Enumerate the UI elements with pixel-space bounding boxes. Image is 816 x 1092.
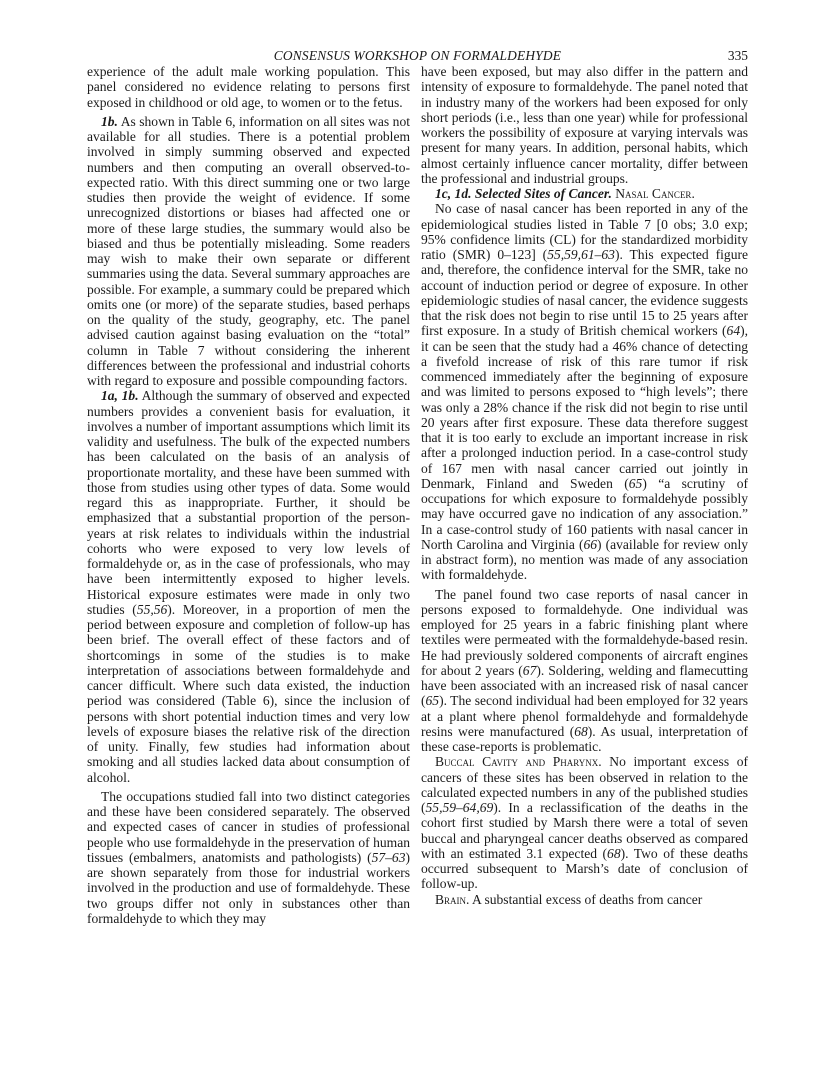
paragraph <box>421 892 748 907</box>
citation: 57–63 <box>371 849 406 865</box>
body-text: The occupations studied fall into two distinct categories and these have been considered separately. The observed and expected cases of cancer in studies of professional people who use formaldehyde in the preservation of human tissues (embalmers, anatomists and pathologists) ( <box>87 788 410 865</box>
body-text: ). As usual, interpretation of these case-reports is problematic. <box>421 723 748 754</box>
citation: 64 <box>726 323 741 339</box>
paragraph <box>87 114 410 389</box>
body-text: ). Moreover, in a proportion of men the period between exposure and completion of follow-up has been brief. The overall effect of these factors and of shortcomings in some of the studies is to make interpretation of associations between formaldehyde and cancer difficult. Where such data existed, the induction period was considered (Table 6), since the inclusion of persons with short potential induction times and very low levels of exposure biases the relative risk of the direction of unity. Finally, few studies had information about smoking and all studies lacked data about consumption of alcohol. <box>87 601 410 785</box>
section-heading: 1c, 1d. Selected Sites of Cancer. <box>435 186 612 201</box>
citation: 68 <box>607 845 621 861</box>
body-text: A substantial excess of deaths from cancer <box>469 891 703 907</box>
section-heading: Buccal Cavity and Pharynx. <box>435 754 602 770</box>
body-text: experience of the adult male working population. This panel considered no evidence relating to persons first exposed in childhood or old age, to women or to the fetus. <box>87 64 410 110</box>
citation: 66 <box>583 536 598 552</box>
body-text: Although the summary of observed and expected numbers provides a convenient basis for evaluation, it involves a number of important assumptions which limit its validity and usefulness. The bulk of the expected numbers has been calculated on the basis of an analysis of proportionate mortality, and these have been summed with those from studies using other types of data. Some would regard this as inappropriate. Further, it should be emphasized that a substantial proportion of the person-years at risk relates to individuals within the industrial cohorts who were exposed to very low levels of formaldehyde or, as in the case of professionals, who may have been intermittently exposed to higher levels. Historical exposure estimates were made in only two studies ( <box>87 388 410 617</box>
paragraph <box>421 587 748 755</box>
body-text: ). Soldering, welding and flamecutting have been associated with an increased risk of nasal cancer ( <box>421 662 748 709</box>
section-heading: Nasal Cancer. <box>611 186 695 201</box>
citation: 65 <box>425 693 440 709</box>
body-text: ). In a reclassification of the deaths in the cohort first studied by Marsh there were a total of seven buccal and pharyngeal cancer deaths observed as compared with an estimated 3.1 expected ( <box>421 800 748 861</box>
body-text: As shown in Table 6, information on all sites was not available for all studies. There is a potential problem involved in simply summing observed and expected numbers and then computing an overall observed-to-expected ratio. With this direct summing one or two large studies then provide the weight of evidence. If some unrecognized distortions or biases had affected one or more of these large studies, the summary would also be biased and thus be potentially misleading. Some readers may wish to make their own separate or different summaries using the data. Several summary approaches are possible. For example, a summary could be prepared which omits one (or more) of the separate studies, based perhaps on the quality of the study, geography, etc. The panel advised caution against basing evaluation on the “total” column in Table 7 without considering the inherent differences between the professional and industrial cohorts with regard to exposure and possible compounding factors. <box>87 113 410 388</box>
section-heading: 1a, 1b. <box>101 388 139 404</box>
paragraph <box>421 64 748 186</box>
body-text: ). Two of these deaths occurred subsequent to Marsh’s date of conclusion of follow-up. <box>421 845 748 892</box>
paragraph <box>421 754 748 891</box>
body-text: ), it can be seen that the study had a 46% chance of detecting a fivefold increase of risk of this rare tumor if risk commenced immediately after the beginning of exposure and was limited to persons exposed to “high levels”; there was only a 28% chance if the risk did not begin to rise until 20 years after first exposure. These data therefore suggest that it is too early to exclude an important increase in risk after a prolonged induction period. In a case-control study of 167 men with nasal cancer carried out jointly in Denmark, Finland and Sweden ( <box>421 323 748 491</box>
body-text: ) “a scrutiny of occupations for which exposure to formaldehyde possibly may have occurred gave no indication of any association.” In a case-control study of 160 patients with nasal cancer in North Carolina and Virginia ( <box>421 475 748 552</box>
paragraph <box>421 186 748 201</box>
paragraph <box>87 789 410 926</box>
page-number: 335 <box>727 48 748 63</box>
body-text: No important excess of cancers of these sites has been observed in relation to the calculated expected numbers in any of the published studies ( <box>421 754 748 815</box>
body-text: The panel found two case reports of nasal cancer in persons exposed to formaldehyde. One individual was employed for 25 years in a fabric finishing plant where textiles were permeated with the formaldehyde-based resin. He had previously soldered components of aircraft engines for about 2 years ( <box>421 586 748 678</box>
citation: 67 <box>522 662 537 678</box>
left-column <box>87 64 410 926</box>
paragraph <box>87 388 410 785</box>
citation: 68 <box>574 723 588 739</box>
section-heading: 1b. <box>101 113 118 129</box>
body-text: have been exposed, but may also differ in the pattern and intensity of exposure to formaldehyde. The panel noted that in industry many of the workers had been exposed for only short periods (i.e., less than one year) while for professional workers the possibility of exposure at varying intervals was present for many years. In addition, personal habits, which almost certainly influence cancer mortality, differ between the professional and industrial groups. <box>421 64 748 186</box>
right-column <box>421 64 748 907</box>
paragraph <box>87 64 410 110</box>
citation: 65 <box>628 475 643 491</box>
citation: 55,56 <box>136 601 168 617</box>
body-text: ). This expected figure and, therefore, the confidence interval for the SMR, take no account of induction period or degree of exposure. In other epidemiologic studies of nasal cancer, the evidence suggests that the risk does not begin to rise until 15 to 25 years after first exposure. In a study of British chemical workers ( <box>421 247 748 339</box>
citation: 55,59,61–63 <box>547 247 615 262</box>
body-text: ). The second individual had been employed for 32 years at a plant where phenol formaldehyde and formaldehyde resins were manufactured ( <box>421 693 748 739</box>
body-text: No case of nasal cancer has been reported in any of the epidemiological studies listed in Table 7 [0 obs; 3.0 exp; 95% confidence limits (CL) for the standardized morbidity ratio (SMR) 0–123] ( <box>421 201 748 262</box>
body-text: ) are shown separately from those for industrial workers involved in the production and use of formaldehyde. These two groups differ not only in substances other than formaldehyde to which they may <box>87 849 410 926</box>
section-heading: Brain. <box>435 891 470 907</box>
running-title: CONSENSUS WORKSHOP ON FORMALDEHYDE <box>273 48 562 63</box>
paragraph <box>421 201 748 582</box>
body-text: ) (available for review only in abstract form), no mention was made of any association with formaldehyde. <box>421 536 748 583</box>
citation: 55,59–64,69 <box>425 800 494 815</box>
